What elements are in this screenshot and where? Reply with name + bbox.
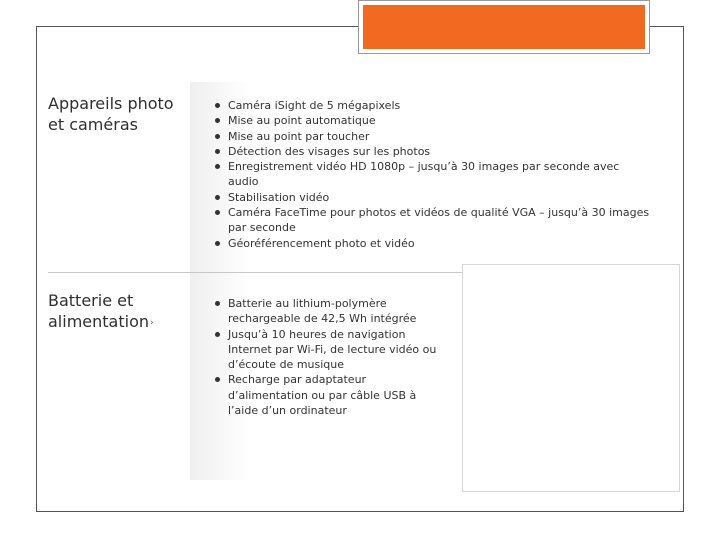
- spec-item: Recharge par adaptateur d’alimentation ou par câble USB à l’aide d’un ordinateur: [212, 372, 440, 418]
- camera-section-title: [48, 93, 174, 135]
- spec-item: Mise au point automatique: [212, 113, 652, 128]
- accent-header-box: [358, 0, 650, 54]
- spec-item: Mise au point par toucher: [212, 129, 652, 144]
- spec-item: Jusqu’à 10 heures de navigation Internet par Wi-Fi, de lecture vidéo ou d’écoute de musique: [212, 327, 440, 373]
- camera-title-line-1: Appareils photo: [48, 94, 174, 113]
- battery-title-line-1: Batterie et: [48, 291, 134, 310]
- spec-item: Géoréférencement photo et vidéo: [212, 236, 652, 251]
- spec-item: Détection des visages sur les photos: [212, 144, 652, 159]
- camera-spec-list: [212, 98, 652, 251]
- image-placeholder: [462, 264, 680, 492]
- battery-section-title: [48, 290, 149, 332]
- spec-item: Caméra FaceTime pour photos et vidéos de qualité VGA – jusqu’à 30 images par seconde: [212, 205, 652, 236]
- battery-spec-list: [212, 296, 440, 418]
- accent-header-fill: [363, 5, 645, 49]
- spec-item: Batterie au lithium-polymère rechargeable de 42,5 Wh intégrée: [212, 296, 440, 327]
- spec-item: Stabilisation vidéo: [212, 190, 652, 205]
- camera-title-line-2: et caméras: [48, 115, 138, 134]
- spec-item: Caméra iSight de 5 mégapixels: [212, 98, 652, 113]
- battery-title-line-2: alimentation: [48, 312, 149, 331]
- spec-item: Enregistrement vidéo HD 1080p – jusqu’à 30 images par seconde avec audio: [212, 159, 652, 190]
- chevron-right-icon: ›: [150, 318, 154, 328]
